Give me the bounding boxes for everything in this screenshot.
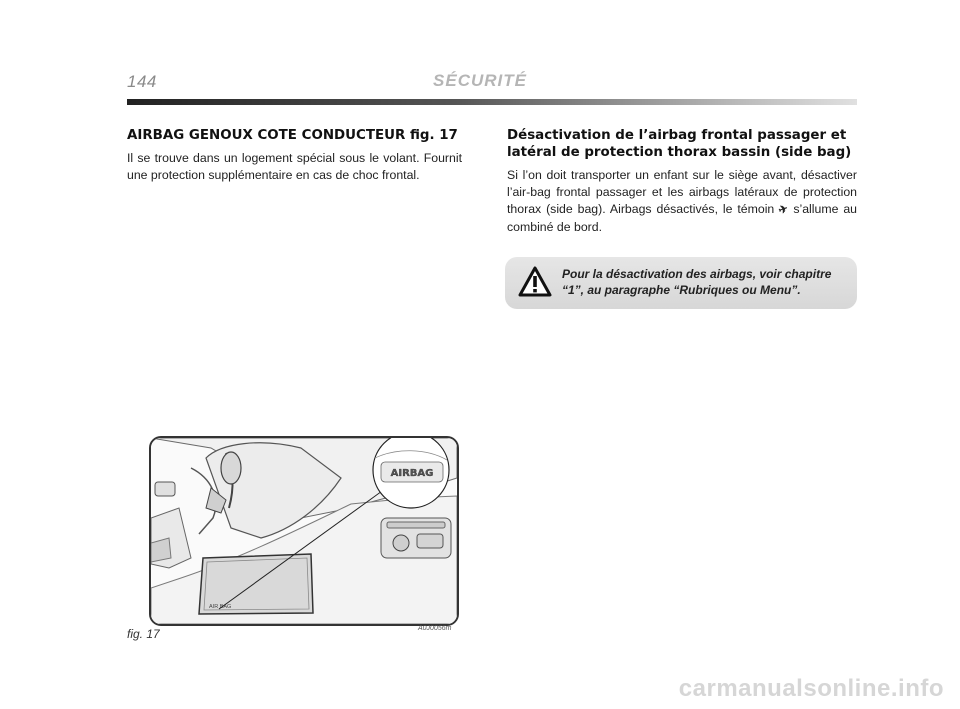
section-title: SÉCURITÉ	[433, 71, 527, 90]
deactivation-heading: Désactivation de l’airbag frontal passager et latéral de protection thorax bassin (side bag)	[507, 128, 852, 160]
header-rule	[127, 99, 857, 105]
page-number: 144	[127, 72, 157, 91]
deactivation-body-end: s’allume au combiné de bord.	[507, 202, 857, 234]
deactivation-body-start: Si l’on doit transporter un enfant sur le siège avant, désactiver l’air-bag frontal passager et les airbags latéraux de protection thorax (side bag). Airbags désactivés, le témoin	[507, 168, 857, 216]
panel-label: AIR BAG	[209, 604, 232, 610]
warning-note	[505, 257, 857, 309]
figure-caption: fig. 17	[127, 627, 160, 641]
knee-airbag-body: Il se trouve dans un logement spécial sous le volant. Fournit une protection supplémentaire en cas de choc frontal.	[127, 151, 462, 182]
dashboard-illustration	[151, 438, 457, 624]
warning-triangle-icon	[518, 266, 552, 298]
knee-airbag-heading: AIRBAG GENOUX COTE CONDUCTEUR fig. 17	[127, 128, 458, 143]
warning-text: Pour la désactivation des airbags, voir chapitre “1”, au paragraphe “Rubriques ou Menu”.	[562, 267, 832, 297]
airbag-badge-text: AIRBAG	[390, 468, 434, 479]
left-column	[127, 127, 462, 184]
knee-airbag-figure	[149, 436, 459, 626]
deactivation-body	[507, 167, 857, 236]
airbag-off-indicator-icon: ✈	[777, 202, 791, 218]
right-column	[507, 127, 857, 236]
watermark: carmanualsonline.info	[678, 675, 944, 702]
figure-code: A0J0056m	[418, 625, 452, 632]
